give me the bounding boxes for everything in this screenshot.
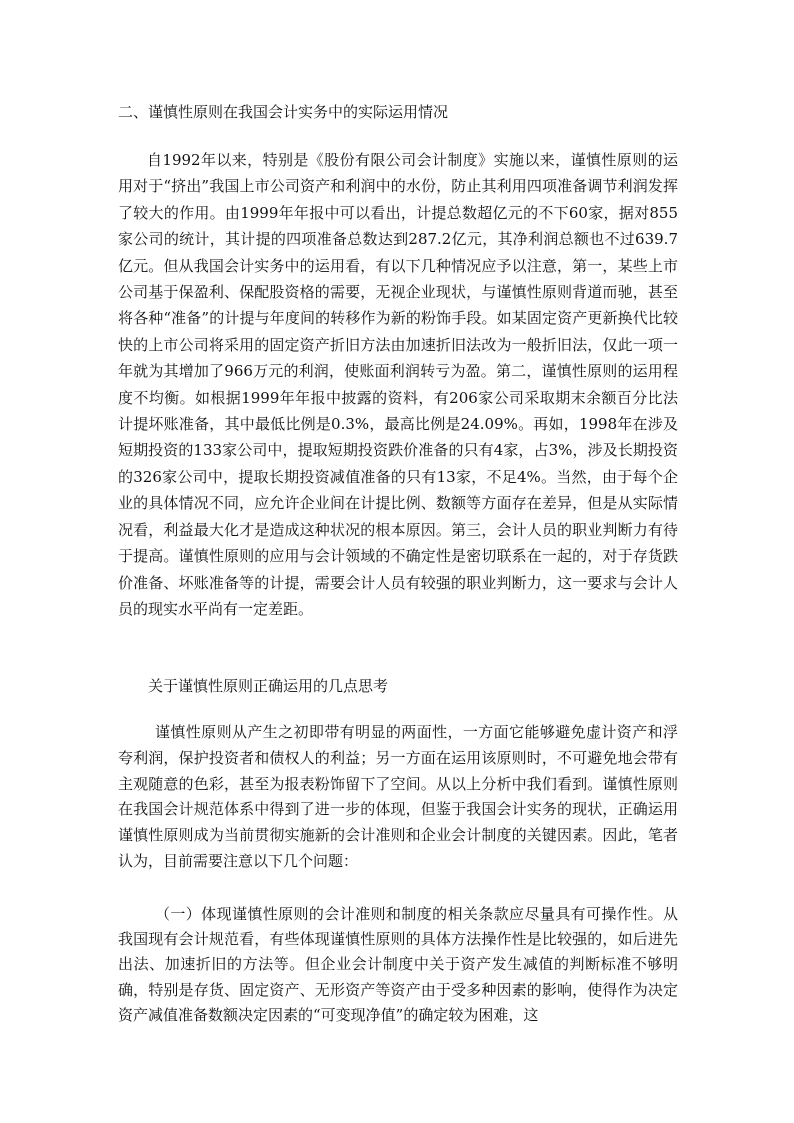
paragraph-2: 谨慎性原则从产生之初即带有明显的两面性，一方面它能够避免虚计资产和浮夸利润，保护投资者和债权人的利益；另一方面在运用该原则时，不可避免地会带有主观随意的色彩，甚至为报表粉饰留下了空间。从以上分析中我们看到。谨慎性原则在我国会计规范体系中得到了进一步的体现，但鉴于我国会计实务的现状，正确运用谨慎性原则成为当前贯彻实施新的会计准则和企业会计制度的关键因素。因此，笔者认为，目前需要注意以下几个问题： [118, 723, 678, 870]
paragraph-3: （一）体现谨慎性原则的会计准则和制度的相关条款应尽量具有可操作性。从我国现有会计规范看，有些体现谨慎性原则的具体方法操作性是比较强的，如后进先出法、加速折旧的方法等。但企业会计制度中关于资产发生减值的判断标准不够明确，特别是存货、固定资产、无形资产等资产由于受多种因素的影响，使得作为决定资产减值准备数额决定因素的“可变现净值”的确定较为困难，这 [118, 905, 678, 1024]
section-heading: 二、谨慎性原则在我国会计实务中的实际运用情况 [118, 103, 449, 121]
paragraph-1: 自1992年以来，特别是《股份有限公司会计制度》实施以来，谨慎性原则的运用对于“挤出”我国上市公司资产和利润中的水份，防止其利用四项准备调节利润发挥了较大的作用。由1999年年报中可以看出，计提总数超亿元的不下60家，据对855家公司的统计，其计提的四项准备总数达到287.2亿元，其净利润总额也不过639.7亿元。但从我国会计实务中的运用看，有以下几种情况应予以注意，第一，某些上市公司基于保盈利、保配股资格的需要，无视企业现状，与谨慎性原则背道而驰，甚至将各种“准备”的计提与年度间的转移作为新的粉饰手段。如某固定资产更新换代比较快的上市公司将采用的固定资产折旧方法由加速折旧法改为一般折旧法，仅此一项一年就为其增加了966万元的利润，使账面利润转亏为盈。第二，谨慎性原则的运用程度不均衡。如根据1999年年报中披露的资料，有206家公司采取期末余额百分比法计提坏账准备，其中最低比例是0.3%，最高比例是24.09%。再如，1998年在涉及短期投资的133家公司中，提取短期投资跌价准备的只有4家，占3%，涉及长期投资的326家公司中，提取长期投资减值准备的只有13家，不足4%。当然，由于每个企业的具体情况不同，应允许企业间在计提比例、数额等方面存在差异，但是从实际情况看，利益最大化才是造成这种状况的根本原因。第三，会计人员的职业判断力有待于提高。谨慎性原则的应用与会计领域的不确定性是密切联系在一起的，对于存货跌价准备、坏账准备等的计提，需要会计人员有较强的职业判断力，这一要求与会计人员的现实水平尚有一定差距。 [118, 151, 678, 618]
subheading: 关于谨慎性原则正确运用的几点思考 [148, 677, 389, 695]
